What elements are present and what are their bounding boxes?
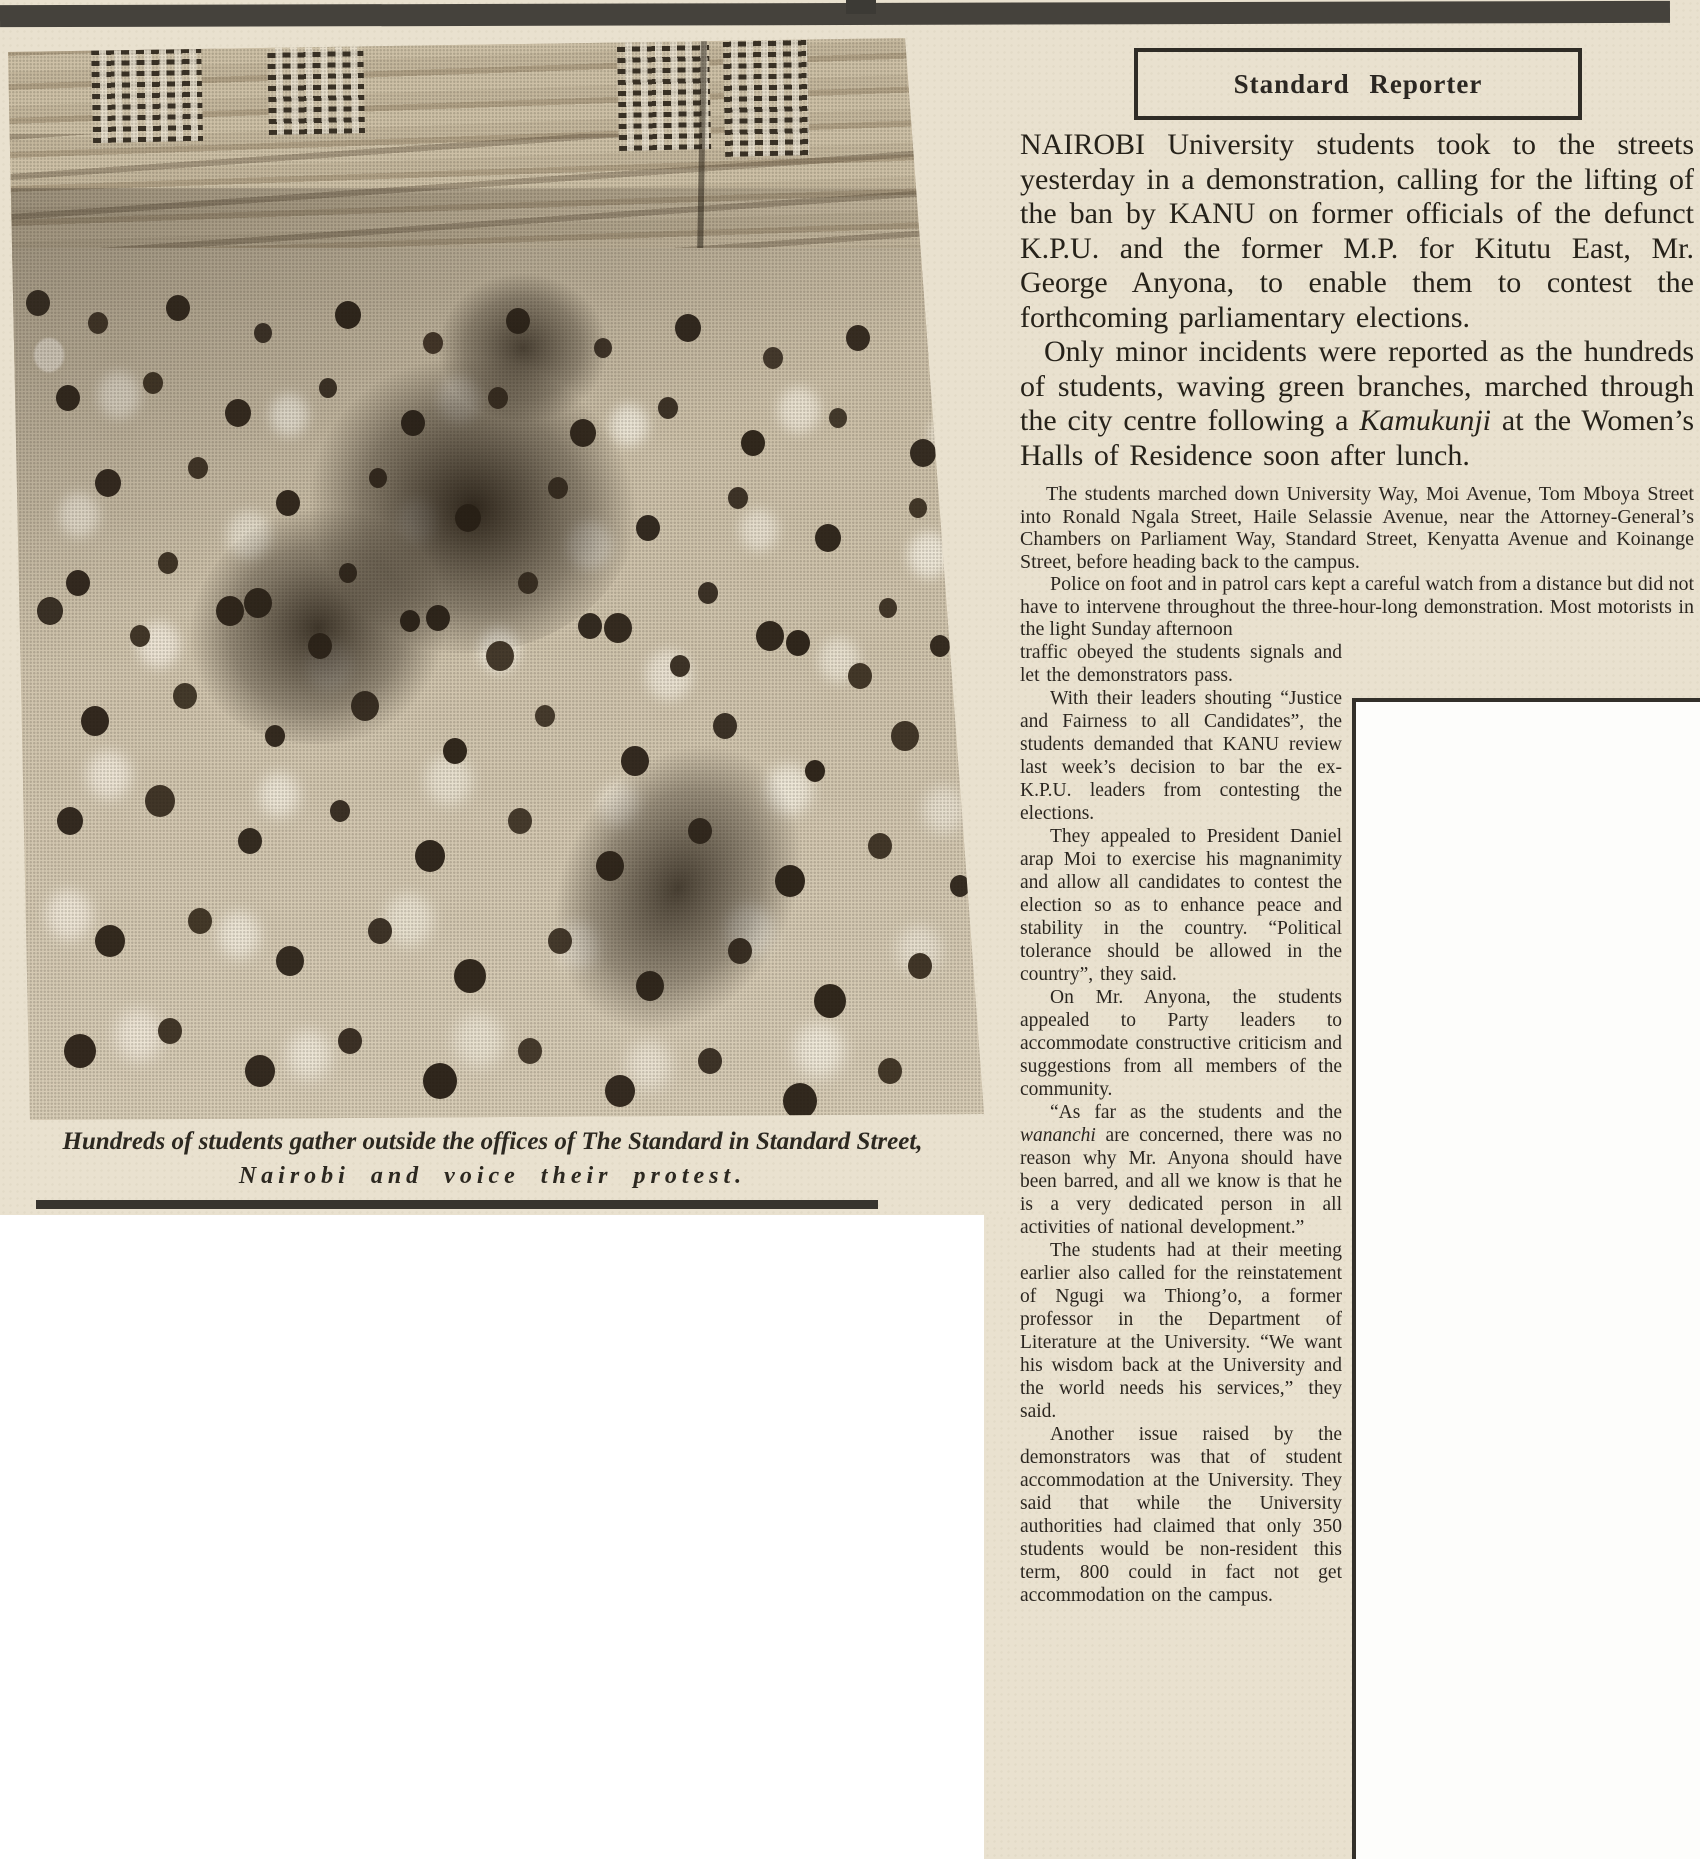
italic-word: Kamukunji (1359, 404, 1491, 437)
article-paragraph: The students marched down University Way, Moi Avenue, Tom Mboya Street into Ronald Ngala Street, Haile Selassie Avenue, near the Attorney-General’s Chambers on Parliament Way, Standard Street, Kenyatta Avenue and Koinange Street, before heading back to the campus. (1020, 483, 1694, 573)
photo-caption-line-2: Nairobi and voice their protest. (238, 1163, 747, 1189)
photo-caption (10, 1126, 975, 1194)
masthead-bar (0, 1, 1670, 27)
lede-paragraph: NAIROBI University students took to the streets yesterday in a demonstration, calling for the lifting of the ban by KANU on former officials of the defunct K.P.U. and the former M.P. for Kitutu East, Mr. George Anyona, to enable them to contest the forthcoming parliamentary elections. (1020, 128, 1694, 334)
article-paragraph: They appealed to President Daniel arap Moi to exercise his magnanimity and allow all candidates to contest the election so as to enhance peace and stability in the country. “Political tolerance should be allowed in the country”, they said. (1020, 825, 1342, 985)
article-body-wide (1020, 483, 1694, 641)
halftone-overlay (8, 38, 986, 1120)
lede-paragraph (1020, 335, 1694, 473)
reporter-byline-box (1134, 48, 1582, 120)
quote-text: are concerned, there was no reason why Mr. Anyona should have been barred, and all we know is that he is a very dedicated person in all activities of national development.” (1020, 1124, 1342, 1238)
article-paragraph: On Mr. Anyona, the students appealed to Party leaders to accommodate constructive criticism and suggestions from all members of the community. (1020, 986, 1342, 1100)
quote-text: “As far as the students and the (1050, 1101, 1342, 1123)
lede-text: Only minor incidents were reported as the hundreds of students, waving green branches, marched through the city centre following a (1020, 335, 1694, 437)
photo-caption-line-1: Hundreds of students gather outside the offices of The Standard in Standard Street, (62, 1128, 923, 1155)
italic-word: wananchi (1020, 1124, 1096, 1146)
reporter-byline-label: Standard Reporter (1233, 68, 1483, 99)
crowd-photo (8, 38, 986, 1120)
article-paragraph (1020, 1101, 1342, 1239)
article-column (1020, 128, 1694, 1607)
article-lede (1020, 128, 1694, 473)
lede-text: at the Women’s Halls of Residence soon after lunch. (1020, 404, 1694, 472)
caption-divider-rule (36, 1200, 878, 1209)
article-paragraph: With their leaders shouting “Justice and Fairness to all Candidates”, the students demanded that KANU review last week’s decision to bar the ex-K.P.U. leaders from contesting the elections. (1020, 687, 1342, 824)
article-paragraph: The students had at their meeting earlier also called for the reinstatement of Ngugi wa Thiong’o, a former professor in the Department of Literature at the University. “We want his wisdom back at the University and the world needs his services,” they said. (1020, 1239, 1342, 1422)
article-body-narrow (1020, 641, 1342, 1607)
article-paragraph: Police on foot and in patrol cars kept a careful watch from a distance but did not have to intervene throughout the three-hour-long demonstration. Most motorists in the light Sunday afternoon (1020, 573, 1694, 640)
masthead-bar-notch (846, 0, 876, 14)
article-paragraph: traffic obeyed the students signals and let the demonstrators pass. (1020, 641, 1342, 686)
article-paragraph: Another issue raised by the demonstrators was that of student accommodation at the University. They said that while the University authorities had claimed that only 350 students would be non-resident this term, 800 could in fact not get accommodation on the campus. (1020, 1423, 1342, 1606)
